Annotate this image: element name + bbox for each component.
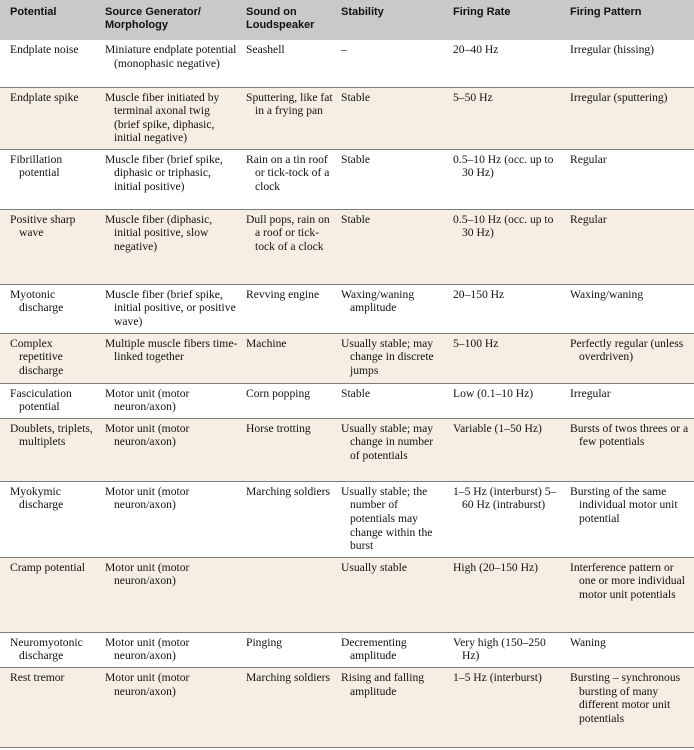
table-row: [0, 383, 694, 418]
cell-rate: 5–50 Hz: [449, 87, 566, 149]
cell-sound: Corn popping: [242, 383, 337, 418]
cell-sound: Marching soldiers: [242, 481, 337, 557]
cell-sound: Sputtering, like fat in a frying pan: [242, 87, 337, 149]
cell-pattern: Waxing/waning: [566, 284, 694, 333]
cell-rate: Low (0.1–10 Hz): [449, 383, 566, 418]
cell-rate: 1–5 Hz (interburst): [449, 668, 566, 748]
cell-source: Motor unit (motor neuron/axon): [101, 557, 242, 632]
cell-pattern: Irregular (sputtering): [566, 87, 694, 149]
cell-source: Muscle fiber (diphasic, initial positive, slow negative): [101, 209, 242, 284]
cell-potential: Doublets, triplets, multiplets: [0, 418, 101, 481]
cell-stability: Usually stable; may change in number of potentials: [337, 418, 449, 481]
cell-pattern: Bursts of twos threes or a few potentials: [566, 418, 694, 481]
cell-rate: High (20–150 Hz): [449, 557, 566, 632]
cell-pattern: Irregular (hissing): [566, 40, 694, 87]
header-firing-rate: Firing Rate: [449, 0, 566, 40]
table-row: [0, 668, 694, 748]
header-row: [0, 0, 694, 40]
cell-sound: [242, 557, 337, 632]
table-row: [0, 333, 694, 383]
cell-sound: Dull pops, rain on a roof or tick-tock of a clock: [242, 209, 337, 284]
cell-pattern: Bursting of the same individual motor unit potential: [566, 481, 694, 557]
cell-stability: Rising and falling amplitude: [337, 668, 449, 748]
cell-pattern: Waning: [566, 632, 694, 667]
cell-stability: Stable: [337, 383, 449, 418]
cell-source: Muscle fiber initiated by terminal axonal twig (brief spike, diphasic, initial negative): [101, 87, 242, 149]
cell-stability: Waxing/waning amplitude: [337, 284, 449, 333]
cell-pattern: Regular: [566, 149, 694, 209]
table-row: [0, 481, 694, 557]
cell-pattern: Regular: [566, 209, 694, 284]
cell-source: Muscle fiber (brief spike, diphasic or triphasic, initial positive): [101, 149, 242, 209]
cell-pattern: Interference pattern or one or more individual motor unit potentials: [566, 557, 694, 632]
cell-source: Motor unit (motor neuron/axon): [101, 632, 242, 667]
table-row: [0, 40, 694, 87]
table-row: [0, 632, 694, 667]
table-row: [0, 87, 694, 149]
cell-potential: Fasciculation potential: [0, 383, 101, 418]
cell-sound: Horse trotting: [242, 418, 337, 481]
cell-pattern: Perfectly regular (unless overdriven): [566, 333, 694, 383]
table-row: [0, 557, 694, 632]
cell-rate: Variable (1–50 Hz): [449, 418, 566, 481]
cell-rate: 0.5–10 Hz (occ. up to 30 Hz): [449, 149, 566, 209]
cell-stability: Stable: [337, 87, 449, 149]
cell-sound: Seashell: [242, 40, 337, 87]
cell-stability: Stable: [337, 149, 449, 209]
cell-potential: Myotonic discharge: [0, 284, 101, 333]
header-source-generator: Source Generator/ Morphology: [101, 0, 242, 40]
cell-sound: Machine: [242, 333, 337, 383]
cell-pattern: Irregular: [566, 383, 694, 418]
cell-rate: 20–40 Hz: [449, 40, 566, 87]
cell-rate: 0.5–10 Hz (occ. up to 30 Hz): [449, 209, 566, 284]
cell-sound: Rain on a tin roof or tick-tock of a clock: [242, 149, 337, 209]
header-stability: Stability: [337, 0, 449, 40]
cell-stability: Usually stable: [337, 557, 449, 632]
cell-potential: Endplate noise: [0, 40, 101, 87]
table-row: [0, 284, 694, 333]
cell-pattern: Bursting – synchronous bursting of many different motor unit potentials: [566, 668, 694, 748]
header-potential: Potential: [0, 0, 101, 40]
cell-source: Muscle fiber (brief spike, initial positive, or positive wave): [101, 284, 242, 333]
cell-stability: Decrementing amplitude: [337, 632, 449, 667]
cell-rate: 1–5 Hz (interburst) 5–60 Hz (intraburst): [449, 481, 566, 557]
table-row: [0, 149, 694, 209]
cell-stability: –: [337, 40, 449, 87]
cell-rate: Very high (150–250 Hz): [449, 632, 566, 667]
cell-sound: Pinging: [242, 632, 337, 667]
header-firing-pattern: Firing Pattern: [566, 0, 694, 40]
cell-source: Motor unit (motor neuron/axon): [101, 418, 242, 481]
cell-sound: Marching soldiers: [242, 668, 337, 748]
cell-potential: Endplate spike: [0, 87, 101, 149]
cell-rate: 5–100 Hz: [449, 333, 566, 383]
cell-sound: Revving engine: [242, 284, 337, 333]
cell-stability: Stable: [337, 209, 449, 284]
cell-potential: Rest tremor: [0, 668, 101, 748]
cell-potential: Neuromyotonic discharge: [0, 632, 101, 667]
cell-potential: Cramp potential: [0, 557, 101, 632]
cell-stability: Usually stable; may change in discrete jumps: [337, 333, 449, 383]
cell-source: Motor unit (motor neuron/axon): [101, 668, 242, 748]
cell-rate: 20–150 Hz: [449, 284, 566, 333]
cell-source: Motor unit (motor neuron/axon): [101, 383, 242, 418]
cell-potential: Complex repetitive discharge: [0, 333, 101, 383]
cell-potential: Myokymic discharge: [0, 481, 101, 557]
cell-source: Miniature endplate potential (monophasic negative): [101, 40, 242, 87]
cell-potential: Fibrillation potential: [0, 149, 101, 209]
cell-source: Motor unit (motor neuron/axon): [101, 481, 242, 557]
table-row: [0, 209, 694, 284]
cell-stability: Usually stable; the number of potentials may change within the burst: [337, 481, 449, 557]
cell-source: Multiple muscle fibers time-linked together: [101, 333, 242, 383]
header-sound: Sound on Loudspeaker: [242, 0, 337, 40]
cell-potential: Positive sharp wave: [0, 209, 101, 284]
table-row: [0, 418, 694, 481]
